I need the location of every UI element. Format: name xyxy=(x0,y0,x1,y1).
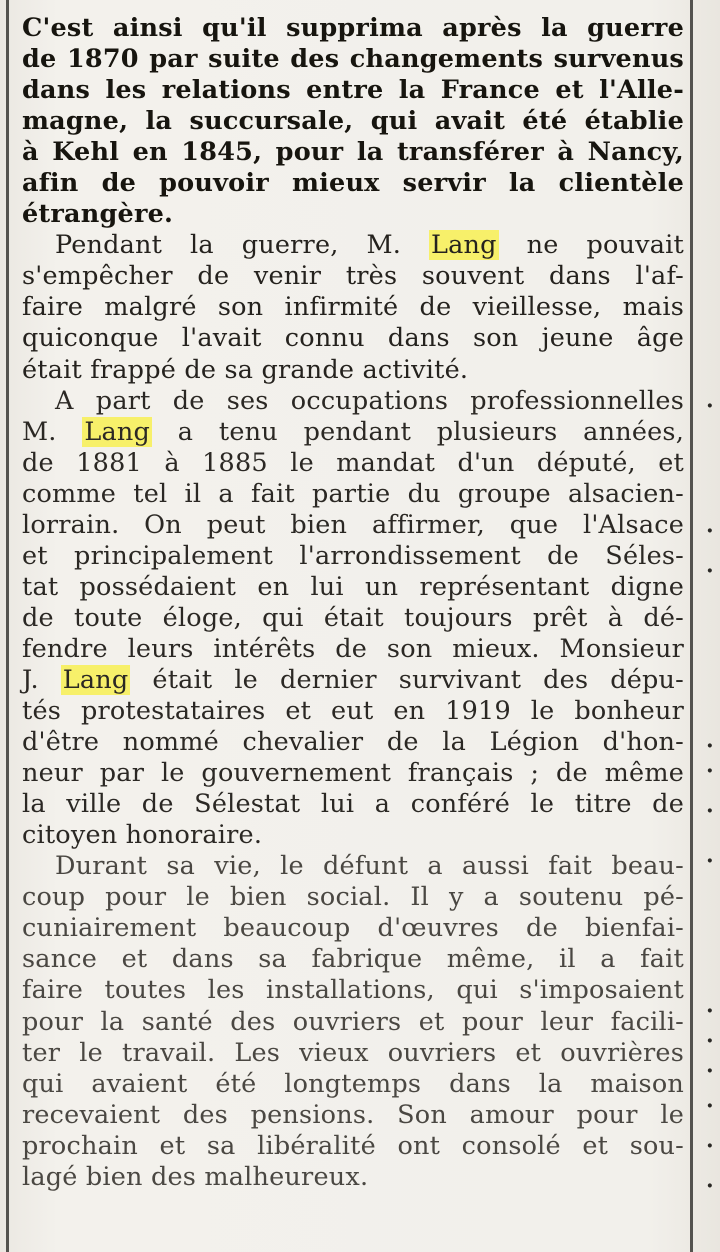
text-line xyxy=(22,106,684,137)
text-line xyxy=(22,944,684,975)
text-segment: Durant sa vie, le défunt a aussi fait beau- xyxy=(55,851,684,882)
text-line xyxy=(22,448,684,479)
text-line xyxy=(22,292,684,323)
article-text xyxy=(22,13,684,1193)
text-line xyxy=(22,1007,684,1038)
text-line xyxy=(22,665,684,696)
text-segment: tat possédaient en lui un représentant digne xyxy=(22,571,684,602)
text-line xyxy=(22,199,684,230)
text-segment: qui avaient été longtemps dans la maison xyxy=(22,1068,684,1099)
text-segment: lagé bien des malheureux. xyxy=(22,1161,369,1192)
text-line xyxy=(22,417,684,448)
paragraph xyxy=(22,230,684,385)
text-line xyxy=(22,355,684,386)
text-segment: était frappé de sa grande activité. xyxy=(22,354,469,385)
text-segment: de 1870 par suite des changements survenus xyxy=(22,44,684,75)
text-segment: comme tel il a fait partie du groupe alsacien- xyxy=(22,478,684,509)
text-line xyxy=(22,1069,684,1100)
text-segment: prochain et sa libéralité ont consolé et sou- xyxy=(22,1130,684,1161)
text-line xyxy=(22,1162,684,1193)
highlighted-term: Lang xyxy=(431,230,497,261)
text-segment: faire toutes les installations, qui s'imposaient xyxy=(22,975,684,1006)
text-line xyxy=(22,572,684,603)
text-line xyxy=(22,230,684,261)
text-segment: était le dernier survivant des dépu- xyxy=(130,664,684,695)
text-segment: J. xyxy=(22,664,61,695)
text-line xyxy=(22,386,684,417)
text-line xyxy=(22,603,684,634)
text-segment: Pendant la guerre, M. xyxy=(55,230,430,261)
text-segment: citoyen honoraire. xyxy=(22,820,263,851)
text-line xyxy=(22,261,684,292)
text-line xyxy=(22,975,684,1006)
text-segment: la ville de Sélestat lui a conféré le titre de xyxy=(22,789,684,820)
highlighted-term: Lang xyxy=(84,416,151,447)
column-rule-left xyxy=(6,0,9,1252)
text-line xyxy=(22,851,684,882)
text-line xyxy=(22,1131,684,1162)
text-segment: recevaient des pensions. Son amour pour le xyxy=(22,1099,684,1130)
text-line xyxy=(22,1100,684,1131)
text-segment: quiconque l'avait connu dans son jeune âge xyxy=(22,323,684,354)
text-line xyxy=(22,168,684,199)
text-line xyxy=(22,789,684,820)
column-rule-right xyxy=(690,0,693,1252)
text-segment: M. xyxy=(22,416,83,447)
text-line xyxy=(22,44,684,75)
text-segment: ne pouvait xyxy=(498,230,684,261)
text-segment: magne, la succursale, qui avait été établie xyxy=(22,106,684,137)
paragraph xyxy=(22,386,684,852)
text-line xyxy=(22,727,684,758)
text-line xyxy=(22,758,684,789)
text-line xyxy=(22,75,684,106)
text-segment: A part de ses occupations professionnelles xyxy=(55,385,684,416)
text-segment: lorrain. On peut bien affirmer, que l'Alsace xyxy=(22,509,684,540)
text-segment: fendre leurs intérêts de son mieux. Monsieur xyxy=(22,633,684,664)
text-line xyxy=(22,882,684,913)
text-line xyxy=(22,510,684,541)
text-segment: dans les relations entre la France et l'Alle- xyxy=(22,75,684,106)
text-segment: à Kehl en 1845, pour la transférer à Nancy, xyxy=(22,137,684,168)
text-line xyxy=(22,137,684,168)
text-segment: a tenu pendant plusieurs années, xyxy=(152,416,685,447)
text-segment: sance et dans sa fabrique même, il a fait xyxy=(22,944,684,975)
highlighted-term: Lang xyxy=(62,664,129,695)
text-line xyxy=(22,1038,684,1069)
text-line xyxy=(22,634,684,665)
paragraph xyxy=(22,851,684,1193)
text-line xyxy=(22,323,684,354)
text-segment: et principalement l'arrondissement de Séles- xyxy=(22,540,684,571)
text-segment: cuniairement beaucoup d'œuvres de bienfai- xyxy=(22,913,684,944)
text-segment: s'empêcher de venir très souvent dans l'af- xyxy=(22,261,684,292)
text-line xyxy=(22,479,684,510)
text-line xyxy=(22,541,684,572)
text-segment: d'être nommé chevalier de la Légion d'hon- xyxy=(22,727,684,758)
text-segment: tés protestataires et eut en 1919 le bonheur xyxy=(22,696,684,727)
text-line xyxy=(22,13,684,44)
text-segment: C'est ainsi qu'il supprima après la guerre xyxy=(22,13,684,43)
text-segment: de toute éloge, qui était toujours prêt à dé- xyxy=(22,602,684,633)
text-line xyxy=(22,696,684,727)
text-segment: de 1881 à 1885 le mandat d'un député, et xyxy=(22,447,684,478)
text-segment: étrangère. xyxy=(22,199,174,230)
paragraph xyxy=(22,13,684,230)
text-line xyxy=(22,820,684,851)
text-segment: pour la santé des ouvriers et pour leur facili- xyxy=(22,1006,684,1037)
adjacent-column-fragment: · · · · · · · · · · · · · xyxy=(706,393,714,1199)
text-line xyxy=(22,913,684,944)
text-segment: afin de pouvoir mieux servir la clientèle xyxy=(22,168,684,199)
text-segment: faire malgré son infirmité de vieillesse, mais xyxy=(22,292,684,323)
text-segment: neur par le gouvernement français ; de même xyxy=(22,758,684,789)
text-segment: coup pour le bien social. Il y a soutenu pé- xyxy=(22,882,684,913)
text-segment: ter le travail. Les vieux ouvriers et ouvrières xyxy=(22,1037,684,1068)
